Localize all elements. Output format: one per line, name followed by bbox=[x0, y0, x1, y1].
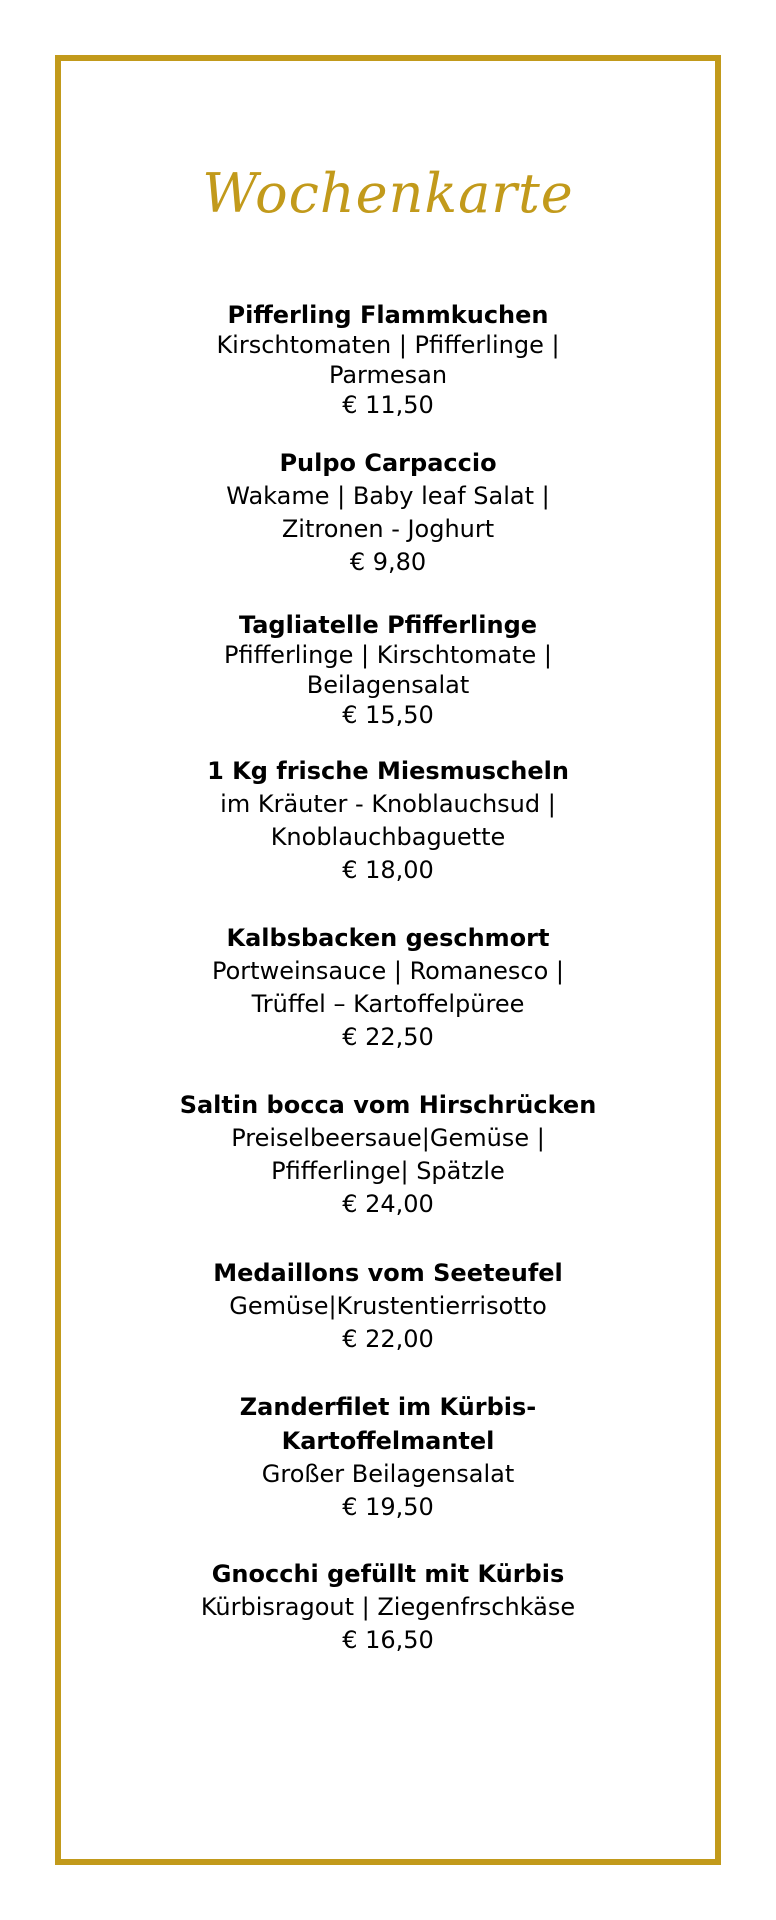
menu-item bbox=[70, 754, 706, 887]
dish-description: im Kräuter - Knoblauchsud | bbox=[220, 790, 556, 818]
dish-description: Parmesan bbox=[328, 361, 448, 389]
dish-name: Medaillons vom Seeteufel bbox=[213, 1259, 563, 1287]
dish-name: Kartoffelmantel bbox=[281, 1427, 495, 1455]
dish-name: Pifferling Flammkuchen bbox=[227, 301, 549, 329]
dish-price: € 22,50 bbox=[342, 1023, 434, 1051]
dish-description: Zitronen - Joghurt bbox=[281, 515, 495, 543]
dish-description: Großer Beilagensalat bbox=[261, 1460, 515, 1488]
menu-title: Wochenkarte bbox=[202, 162, 574, 225]
menu-item bbox=[70, 1088, 706, 1221]
dish-name: Kalbsbacken geschmort bbox=[226, 924, 550, 952]
dish-price: € 15,50 bbox=[342, 701, 434, 729]
dish-description: Kürbisragout | Ziegenfrschkäse bbox=[200, 1593, 576, 1621]
menu-item bbox=[70, 610, 706, 730]
dish-description: Trüffel – Kartoffelpüree bbox=[251, 990, 525, 1018]
dish-description: Pfifferlinge| Spätzle bbox=[271, 1157, 505, 1185]
menu-item bbox=[70, 1256, 706, 1356]
dish-description: Gemüse|Krustentierrisotto bbox=[229, 1292, 547, 1320]
menu-item bbox=[70, 1557, 706, 1657]
dish-name: Tagliatelle Pfifferlinge bbox=[238, 611, 538, 639]
dish-description: Beilagensalat bbox=[306, 671, 470, 699]
dish-name: Zanderfilet im Kürbis- bbox=[239, 1393, 537, 1421]
dish-name: Pulpo Carpaccio bbox=[279, 449, 497, 477]
dish-price: € 22,00 bbox=[342, 1325, 434, 1353]
menu-item bbox=[70, 446, 706, 579]
dish-description: Wakame | Baby leaf Salat | bbox=[226, 482, 550, 510]
menu-item bbox=[70, 1390, 706, 1524]
dish-price: € 18,00 bbox=[342, 856, 434, 884]
dish-description: Kirschtomaten | Pfifferlinge | bbox=[216, 331, 560, 359]
dish-description: Portweinsauce | Romanesco | bbox=[211, 957, 565, 985]
dish-price: € 24,00 bbox=[342, 1190, 434, 1218]
dish-price: € 11,50 bbox=[342, 391, 434, 419]
dish-description: Preiselbeersaue|Gemüse | bbox=[231, 1124, 545, 1152]
dish-price: € 9,80 bbox=[349, 548, 427, 576]
menu-item bbox=[70, 921, 706, 1054]
dish-description: Knoblauchbaguette bbox=[270, 823, 506, 851]
dish-price: € 16,50 bbox=[342, 1626, 434, 1654]
dish-name: 1 Kg frische Miesmuscheln bbox=[207, 757, 569, 785]
dish-price: € 19,50 bbox=[342, 1493, 434, 1521]
dish-name: Gnocchi gefüllt mit Kürbis bbox=[211, 1560, 565, 1588]
dish-name: Saltin bocca vom Hirschrücken bbox=[179, 1091, 597, 1119]
dish-description: Pfifferlinge | Kirschtomate | bbox=[224, 641, 552, 669]
menu-item bbox=[70, 300, 706, 420]
